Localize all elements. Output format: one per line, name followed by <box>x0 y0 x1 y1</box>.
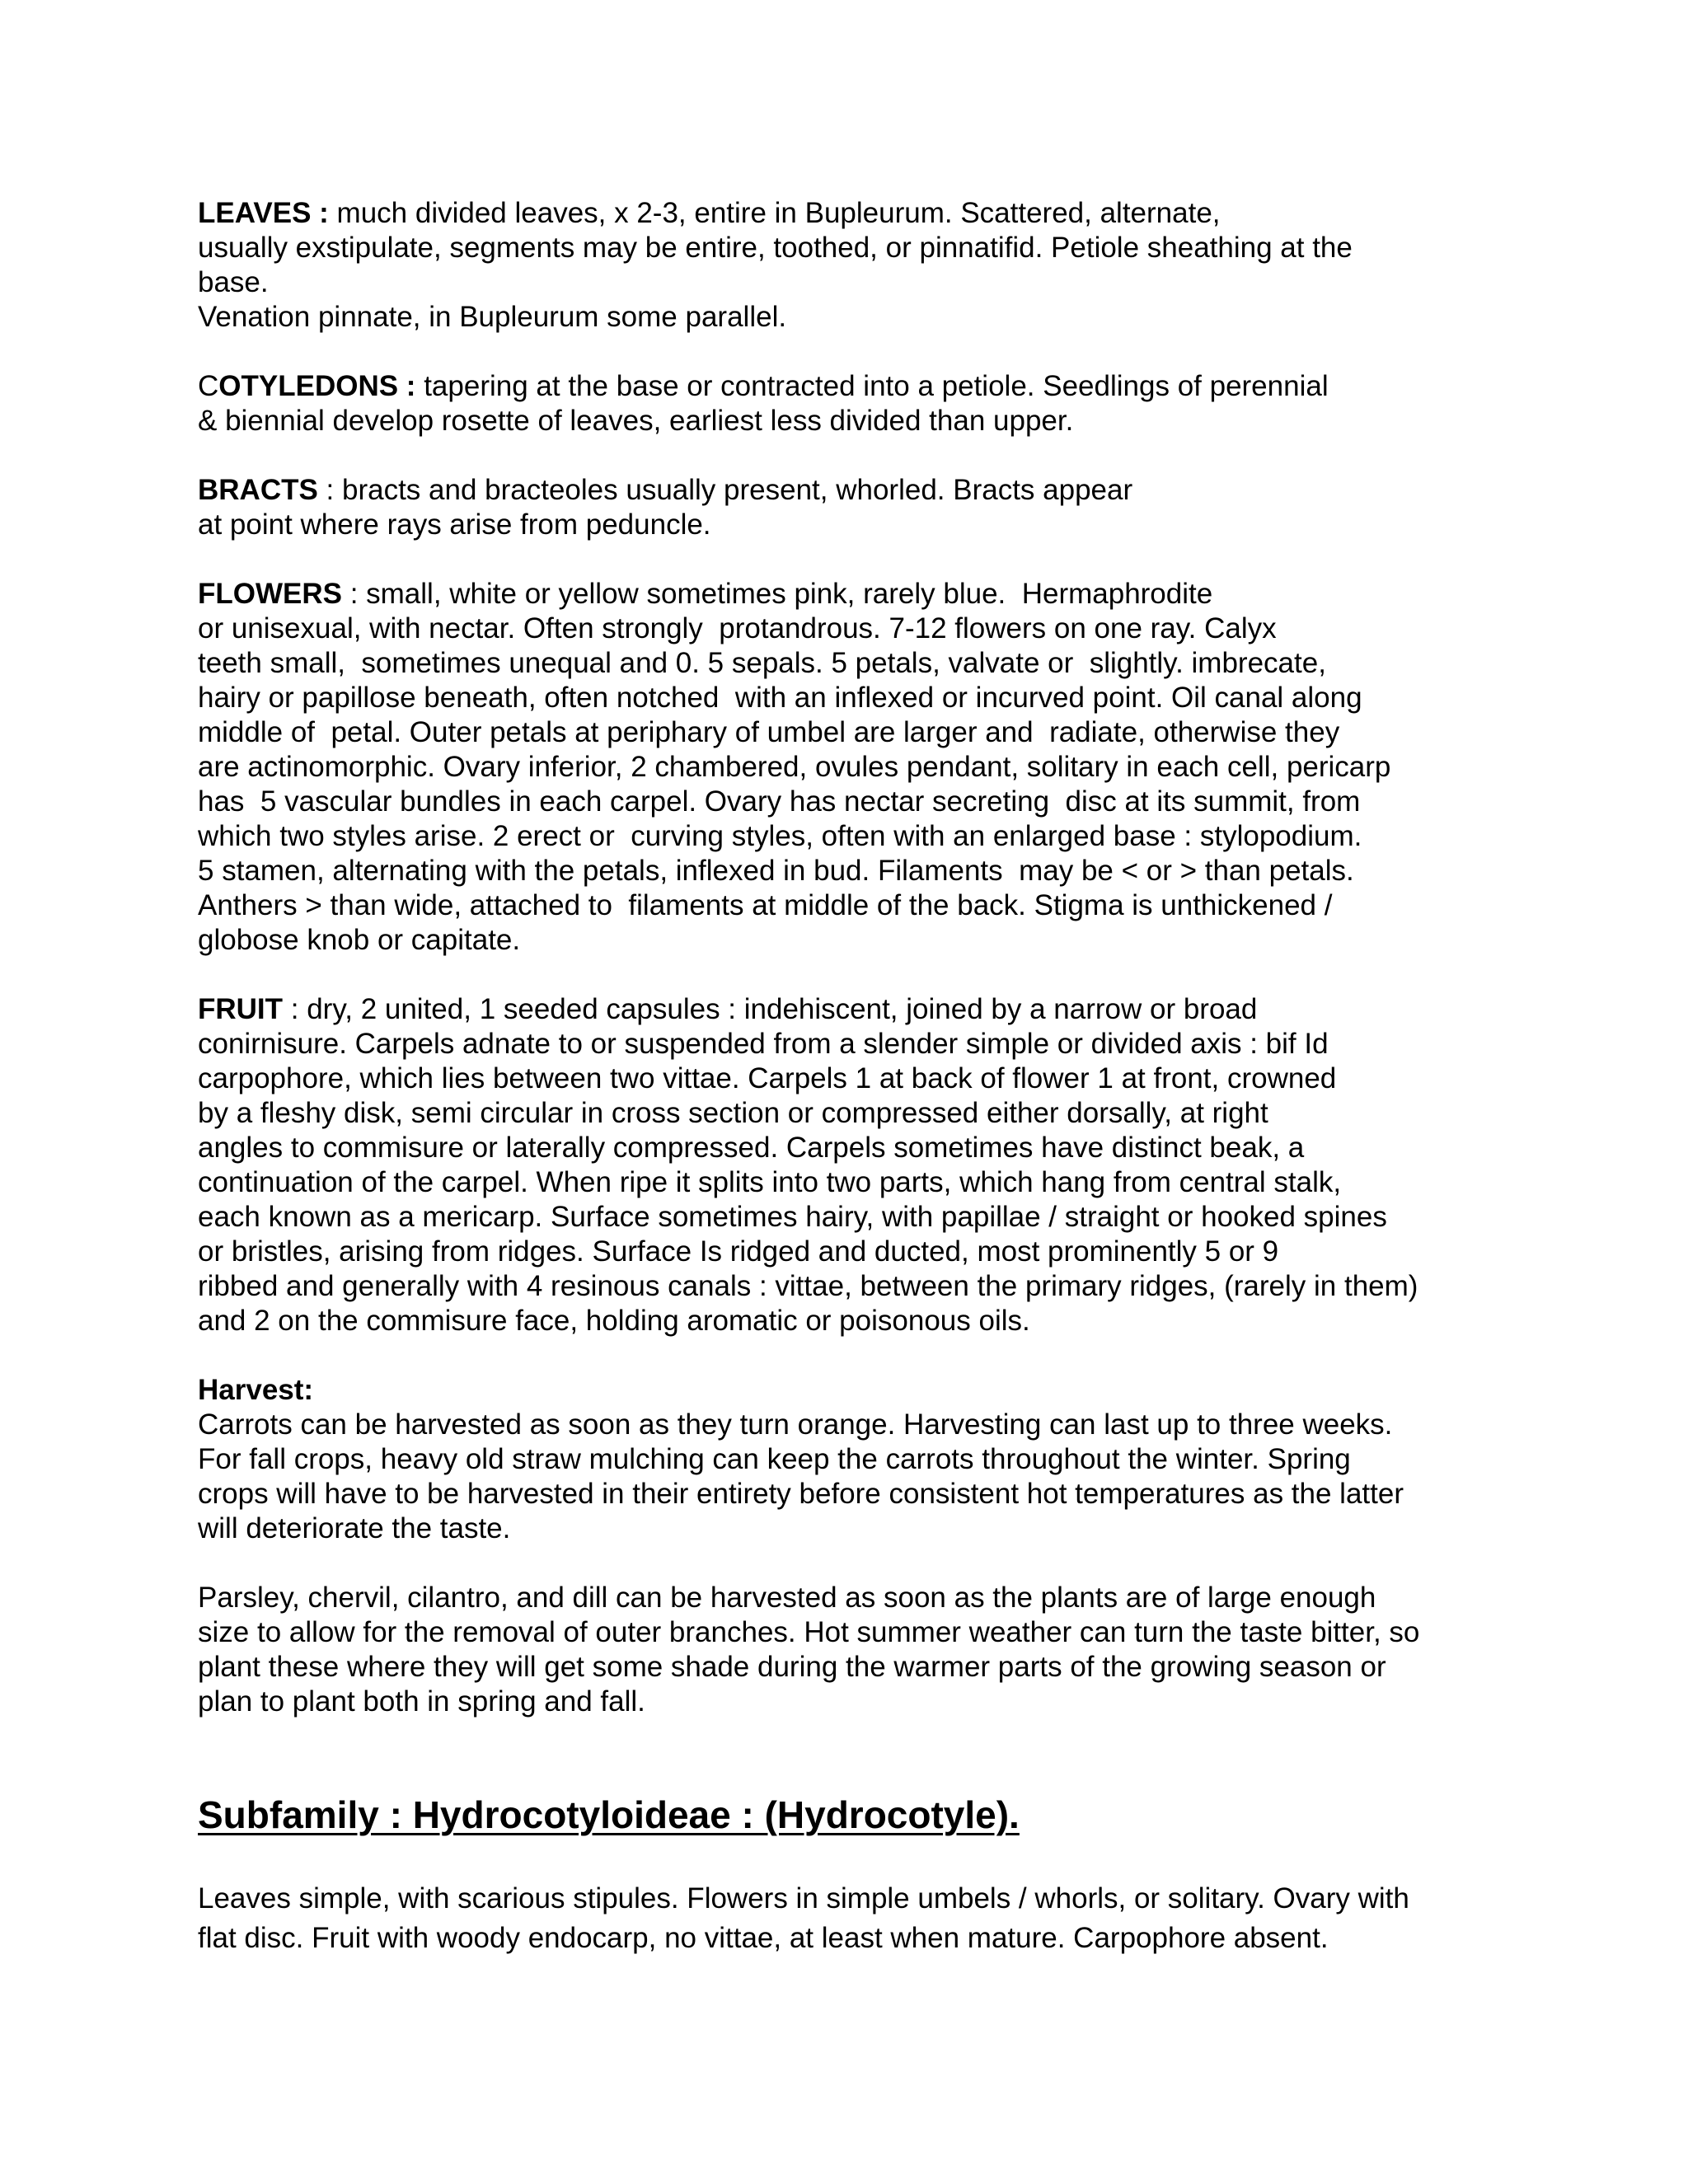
fruit-line: and 2 on the commisure face, holding aromatic or poisonous oils. <box>198 1305 1030 1337</box>
flowers-line: 5 stamen, alternating with the petals, inflexed in bud. Filaments may be < or > than petals. <box>198 855 1354 887</box>
harvest-p2-line: plan to plant both in spring and fall. <box>198 1685 645 1718</box>
fruit-line-1: FRUIT : dry, 2 united, 1 seeded capsules : indehiscent, joined by a narrow or broad <box>198 993 1258 1025</box>
fruit-line: by a fleshy disk, semi circular in cross section or compressed either dorsally, at right <box>198 1097 1268 1129</box>
fruit-section <box>198 992 1500 1338</box>
flowers-line: middle of petal. Outer petals at periphary of umbel are larger and radiate, otherwise they <box>198 716 1340 748</box>
fruit-line: each known as a mericarp. Surface sometimes hairy, with papillae / straight or hooked spines <box>198 1201 1387 1233</box>
cotyledons-section <box>198 369 1500 438</box>
cotyledons-label: OTYLEDONS : <box>218 370 416 402</box>
flowers-line: Anthers > than wide, attached to filaments at middle of the back. Stigma is unthickened / <box>198 889 1333 921</box>
fruit-line: conirnisure. Carpels adnate to or suspended from a slender simple or divided axis : bif Id <box>198 1028 1329 1060</box>
fruit-line: ribbed and generally with 4 resinous canals : vittae, between the primary ridges, (rarely in them) <box>198 1270 1418 1302</box>
harvest-heading: Harvest: <box>198 1374 314 1406</box>
fruit-line: or bristles, arising from ridges. Surface Is ridged and ducted, most prominently 5 or 9 <box>198 1235 1279 1268</box>
fruit-line: angles to commisure or laterally compressed. Carpels sometimes have distinct beak, a <box>198 1132 1305 1164</box>
harvest-p1-line: For fall crops, heavy old straw mulching can keep the carrots throughout the winter. Spring <box>198 1443 1351 1475</box>
leaves-line-4: Venation pinnate, in Bupleurum some parallel. <box>198 301 787 333</box>
fruit-line: continuation of the carpel. When ripe it splits into two parts, which hang from central stalk, <box>198 1166 1342 1198</box>
bracts-line-2: at point where rays arise from peduncle. <box>198 509 711 541</box>
bracts-line-1: BRACTS : bracts and bracteoles usually present, whorled. Bracts appear <box>198 474 1133 506</box>
document-page <box>198 196 1500 1958</box>
flowers-line: globose knob or capitate. <box>198 924 521 956</box>
harvest-p1-line: will deteriorate the taste. <box>198 1512 511 1544</box>
flowers-line: teeth small, sometimes unequal and 0. 5 sepals. 5 petals, valvate or slightly. imbrecate, <box>198 647 1326 679</box>
leaves-line-2: usually exstipulate, segments may be entire, toothed, or pinnatifid. Petiole sheathing at the <box>198 232 1353 264</box>
leaves-line-1: LEAVES : much divided leaves, x 2-3, entire in Bupleurum. Scattered, alternate, <box>198 197 1221 229</box>
subfamily-line: Leaves simple, with scarious stipules. Flowers in simple umbels / whorls, or solitary. Ovary with <box>198 1882 1409 1915</box>
subfamily-section <box>198 1879 1500 1958</box>
flowers-section <box>198 577 1500 958</box>
fruit-label: FRUIT <box>198 993 284 1025</box>
fruit-line: carpophore, which lies between two vittae. Carpels 1 at back of flower 1 at front, crowned <box>198 1062 1337 1094</box>
subfamily-line: flat disc. Fruit with woody endocarp, no vittae, at least when mature. Carpophore absent. <box>198 1922 1329 1954</box>
flowers-label: FLOWERS <box>198 578 342 610</box>
harvest-p1-line: crops will have to be harvested in their entirety before consistent hot temperatures as the latter <box>198 1478 1404 1510</box>
flowers-line: hairy or papillose beneath, often notched with an inflexed or incurved point. Oil canal along <box>198 682 1362 714</box>
flowers-line-1: FLOWERS : small, white or yellow sometimes pink, rarely blue. Hermaphrodite <box>198 578 1213 610</box>
harvest-p2-line: Parsley, chervil, cilantro, and dill can be harvested as soon as the plants are of large enough <box>198 1582 1376 1614</box>
cotyledons-prefix: C <box>198 370 219 402</box>
harvest-section <box>198 1373 1500 1719</box>
flowers-line: or unisexual, with nectar. Often strongly protandrous. 7-12 flowers on one ray. Calyx <box>198 612 1277 644</box>
harvest-p2-line: plant these where they will get some shade during the warmer parts of the growing season or <box>198 1651 1386 1683</box>
bracts-label: BRACTS <box>198 474 318 506</box>
subfamily-heading: Subfamily : Hydrocotyloideae : (Hydrocotyle). <box>198 1793 1020 1836</box>
harvest-p2-line: size to allow for the removal of outer branches. Hot summer weather can turn the taste bitter, so <box>198 1616 1420 1648</box>
leaves-section <box>198 196 1500 335</box>
leaves-line-3: base. <box>198 266 269 298</box>
harvest-p1-line: Carrots can be harvested as soon as they turn orange. Harvesting can last up to three weeks. <box>198 1408 1393 1441</box>
cotyledons-line-2: & biennial develop rosette of leaves, earliest less divided than upper. <box>198 405 1074 437</box>
flowers-line: are actinomorphic. Ovary inferior, 2 chambered, ovules pendant, solitary in each cell, pericarp <box>198 751 1391 783</box>
bracts-section <box>198 473 1500 542</box>
flowers-line: which two styles arise. 2 erect or curving styles, often with an enlarged base : stylopodium. <box>198 820 1362 852</box>
flowers-line: has 5 vascular bundles in each carpel. Ovary has nectar secreting disc at its summit, from <box>198 785 1361 818</box>
cotyledons-line-1: COTYLEDONS : tapering at the base or contracted into a petiole. Seedlings of perennial <box>198 370 1329 402</box>
leaves-label: LEAVES : <box>198 197 329 229</box>
